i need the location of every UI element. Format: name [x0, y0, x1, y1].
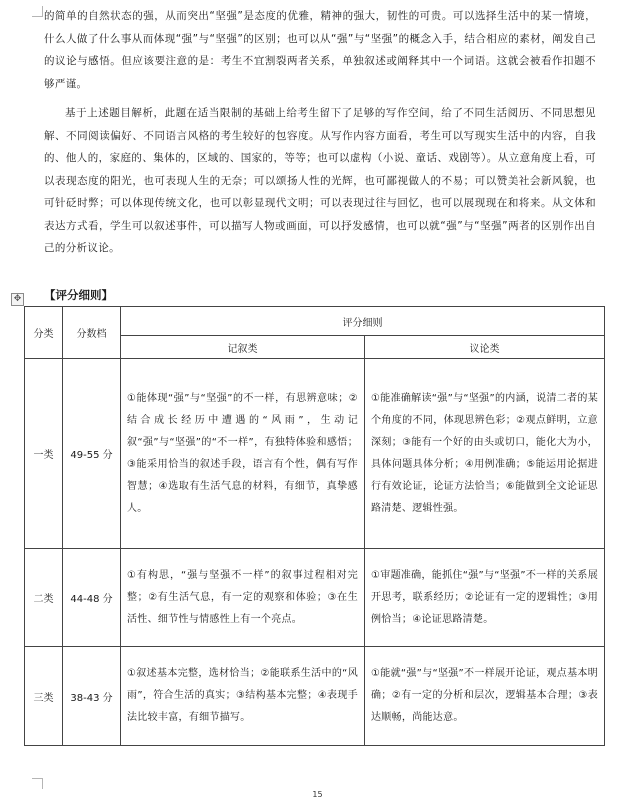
row-category: 三类: [25, 647, 63, 746]
row-argumentative-text: ①审题准确，能抓住“强”与“坚强”不一样的关系展开思考，联系经历；②论证有一定的逻辑性；③用例恰当；④论证思路清楚。: [371, 569, 598, 625]
page-number: 15: [312, 790, 323, 799]
row-category: 一类: [25, 359, 63, 549]
row-narrative-text: ①能体现“强”与“坚强”的不一样，有思辨意味；②结合成长经历中遭遇的“风雨”，生动记叙“强”与“坚强”的“不一样”，有独特体验和感悟；③能采用恰当的叙述手段，语言有个性，偶有写作智慧；④选取有生活气息的材料，有细节，真挚感人。: [127, 392, 358, 514]
header-score-range: 分数档: [63, 307, 121, 359]
row-narrative-cell: [121, 549, 365, 647]
section-title: 【评分细则】: [44, 288, 113, 302]
table-row: [25, 549, 605, 647]
row-narrative-text: ①叙述基本完整，选材恰当；②能联系生活中的“风雨”，符合生活的真实；③结构基本完整；④表现手法比较丰富，有细节描写。: [127, 668, 358, 723]
crop-mark-bottom-left: [32, 778, 43, 789]
row-narrative-text: ①有构思，“强与坚强不一样”的叙事过程相对完整；②有生活气息，有一定的观察和体验；③在生活性、细节性与情感性上有一个亮点。: [127, 569, 358, 625]
table-header-row: [25, 307, 605, 336]
row-narrative-cell: [121, 359, 365, 549]
header-criteria: 评分细则: [121, 307, 605, 336]
row-argumentative-text: ①能就“强”与“坚强”不一样展开论证，观点基本明确；②有一定的分析和层次，逻辑基本合理；③表达顺畅，尚能达意。: [371, 668, 598, 723]
row-argumentative-cell: [365, 359, 605, 549]
row-category: 二类: [25, 549, 63, 647]
scoring-table: [24, 306, 605, 746]
table-row: [25, 647, 605, 746]
row-score: 44-48 分: [63, 549, 121, 647]
header-narrative: 记叙类: [121, 336, 365, 359]
row-narrative-cell: [121, 647, 365, 746]
row-argumentative-cell: [365, 549, 605, 647]
row-argumentative-text: ①能准确解读“强”与“坚强”的内涵，说清二者的某个角度的不同，体现思辨色彩；②观点鲜明，立意深刻；③能有一个好的由头或切口，能化大为小，具体问题具体分析；④用例准确；⑤能运用论据进行有效论证，论证方法恰当；⑥能做到全文论证思路清楚、逻辑性强。: [371, 392, 598, 514]
body-paragraph-1: 的简单的自然状态的强，从而突出“坚强”是态度的优雅，精神的强大，韧性的可贵。可以选择生活中的某一情境，什么人做了什么事从而体现“强”与“坚强”的区别；也可以从“强”与“坚强”的概念入手，结合相应的素材，阐发自己的议论与感悟。但应该要注意的是：考生不宜割裂两者关系，单独叙述或阐释其中一个词语。这就会被看作扣题不够严谨。: [44, 10, 596, 90]
table-move-handle-icon[interactable]: ✥: [11, 293, 24, 306]
row-score: 49-55 分: [63, 359, 121, 549]
header-category: 分类: [25, 307, 63, 359]
crop-mark-top-left: [32, 6, 43, 17]
body-paragraph-2: 基于上述题目解析，此题在适当限制的基础上给考生留下了足够的写作空间，给了不同生活阅历、不同思想见解、不同阅读偏好、不同语言风格的考生较好的包容度。从写作内容方面看，考生可以写现实生活中的内容，自我的、他人的，家庭的、集体的，区域的、国家的，等等；也可以虚构（小说、童话、戏剧等）。从立意角度上看，可以表现态度的阳光，也可表现人生的无奈；可以颂扬人性的光辉，也可鄙视做人的不易；可以赞美社会新风貌，也可针砭时弊；可以体现传统文化，也可以彰显现代文明；可以表现过往与回忆，也可以展现现在和将来。从文体和表达方式看，学生可以叙述事件，可以描写人物或画面，可以抒发感情，也可以就“强”与“坚强”两者的区别作出自己的分析议论。: [44, 107, 596, 254]
row-score: 38-43 分: [63, 647, 121, 746]
header-argumentative: 议论类: [365, 336, 605, 359]
row-argumentative-cell: [365, 647, 605, 746]
table-row: [25, 359, 605, 549]
